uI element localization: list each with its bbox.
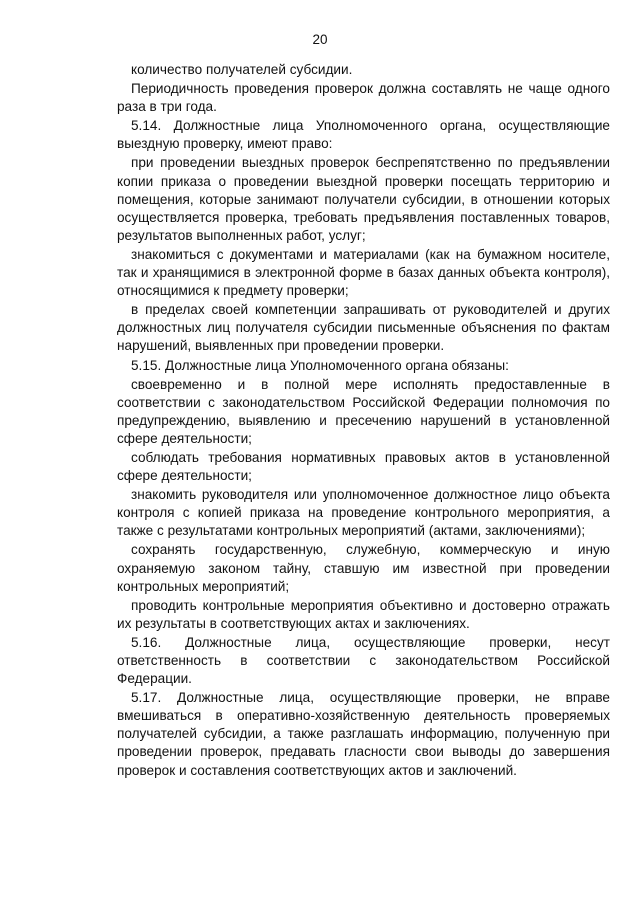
paragraph-inspection-frequency: Периодичность проведения проверок должна составлять не чаще одного раза в три года.	[117, 81, 610, 115]
paragraph-5-14-rights-heading: 5.14. Должностные лица Уполномоченного органа, осуществляющие выездную проверку, имеют право:	[117, 118, 610, 152]
paragraph-duty-keep-secrets: сохранять государственную, служебную, коммерческую и иную охраняемую законом тайну, ставшую им известной при проведении контрольных мероприятий;	[117, 542, 610, 594]
paragraph-duty-exercise-powers: своевременно и в полной мере исполнять предоставленные в соответствии с законодательством Российской Федерации полномочия по предупреждению, выявлению и пресечению нарушений в установленной сфере деятельности;	[117, 376, 610, 446]
paragraph-5-17-restrictions: 5.17. Должностные лица, осуществляющие проверки, не вправе вмешиваться в оперативно-хозяйственную деятельность проверяемых получателей субсидии, а также разглашать информацию, полученную при проведении проверок, предавать гласности свои выводы до завершения проверок и составления соответствующих актов и заключений.	[117, 690, 610, 778]
paragraph-duty-familiarize-head: знакомить руководителя или уполномоченное должностное лицо объекта контроля с копией приказа на проведение контрольного мероприятия, а также с результатами контрольных мероприятий (актами, заключениями);	[117, 487, 610, 539]
page-number: 20	[312, 32, 328, 47]
paragraph-5-16-responsibility: 5.16. Должностные лица, осуществляющие проверки, несут ответственность в соответствии с законодательством Российской Федерации.	[117, 634, 610, 687]
paragraph-right-request-explanations: в пределах своей компетенции запрашивать от руководителей и других должностных лиц получателя субсидии письменные объяснения по фактам нарушений, выявленных при проведении проверки.	[117, 302, 610, 354]
paragraph-duty-comply-requirements: соблюдать требования нормативных правовых актов в установленной сфере деятельности;	[117, 449, 610, 484]
paragraph-duty-objective-conduct: проводить контрольные мероприятия объективно и достоверно отражать их результаты в соответствующих актах и заключениях.	[117, 597, 610, 631]
paragraph-right-visit-premises: при проведении выездных проверок беспрепятственно по предъявлении копии приказа о проведении выездной проверки посещать территорию и помещения, которые занимают получатели субсидии, в отношении которых осуществляется проверка, требовать предъявления поставленных товаров, результатов выполненных работ, услуг;	[117, 155, 610, 243]
paragraph-subsidy-recipients-count: количество получателей субсидии.	[131, 62, 353, 77]
paragraph-right-review-documents: знакомиться с документами и материалами (как на бумажном носителе, так и хранящимися в электронной форме в базах данных объекта контроля), относящимися к предмету проверки;	[117, 246, 610, 299]
document-body	[117, 61, 610, 781]
paragraph-5-15-duties-heading: 5.15. Должностные лица Уполномоченного органа обязаны:	[131, 357, 509, 373]
